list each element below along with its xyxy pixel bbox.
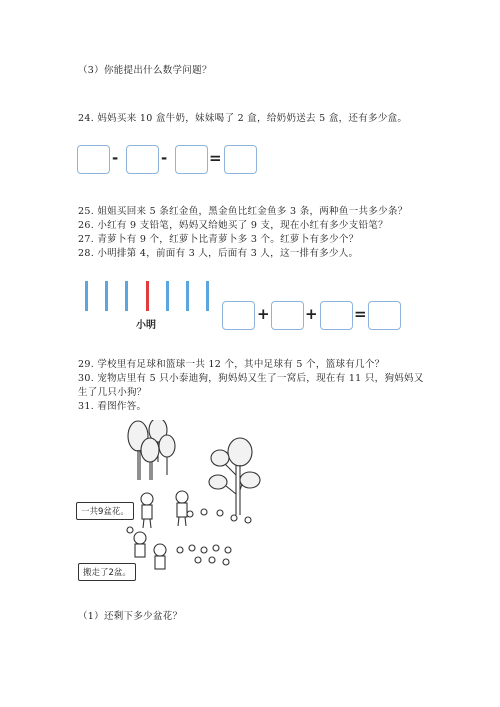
question-3-prompt: （3）你能提出什么数学问题？ [78, 65, 212, 76]
plus-sign: + [257, 305, 270, 323]
speech-bubble-moved: 搬走了2盆。 [78, 563, 136, 581]
person-bar [85, 281, 88, 311]
person-bar [206, 281, 209, 311]
equals-sign: = [209, 149, 222, 167]
answer-box-result[interactable] [224, 145, 257, 174]
answer-box-3[interactable] [320, 301, 353, 330]
question-30-line1: 30. 宠物店里有 5 只小泰迪狗，狗妈妈又生了一窝后，现在有 11 只，狗妈妈又 [78, 373, 424, 384]
question-31-sub-1: （1）还剩下多少盆花？ [78, 611, 183, 622]
minus-sign: - [161, 149, 168, 167]
xiaoming-bar [146, 281, 149, 311]
answer-box-1[interactable] [222, 301, 255, 330]
xiaoming-label: 小明 [136, 320, 156, 331]
flowers-trees-illustration [70, 420, 270, 585]
question-24: 24. 妈妈买来 10 盒牛奶，妹妹喝了 2 盒，给奶奶送去 5 盒，还有多少盒。 [78, 113, 408, 124]
answer-box-1[interactable] [77, 145, 110, 174]
equals-sign: = [354, 305, 367, 323]
speech-bubble-total: 一共9盆花。 [76, 502, 134, 520]
plus-sign: + [305, 305, 318, 323]
answer-box-3[interactable] [175, 145, 208, 174]
person-bar [166, 281, 169, 311]
question-29: 29. 学校里有足球和篮球一共 12 个，其中足球有 5 个，篮球有几个？ [78, 359, 385, 370]
person-bar [125, 281, 128, 311]
question-30-line2: 生了几只小狗？ [78, 387, 147, 398]
question-28: 28. 小明排第 4，前面有 3 人，后面有 3 人，这一排有多少人。 [78, 248, 359, 259]
person-bar [186, 281, 189, 311]
question-25: 25. 姐姐买回来 5 条红金鱼，黑金鱼比红金鱼多 3 条，两种鱼一共多少条？ [78, 206, 408, 217]
answer-box-2[interactable] [271, 301, 304, 330]
person-bar [105, 281, 108, 311]
question-31: 31. 看图作答。 [78, 401, 147, 412]
answer-box-result[interactable] [368, 301, 401, 330]
question-27: 27. 青萝卜有 9 个，红萝卜比青萝卜多 3 个。红萝卜有多少个？ [78, 234, 359, 245]
question-26: 26. 小红有 9 支铅笔，妈妈又给她买了 9 支，现在小红有多少支铅笔？ [78, 220, 388, 231]
answer-box-2[interactable] [126, 145, 159, 174]
minus-sign: - [112, 149, 119, 167]
